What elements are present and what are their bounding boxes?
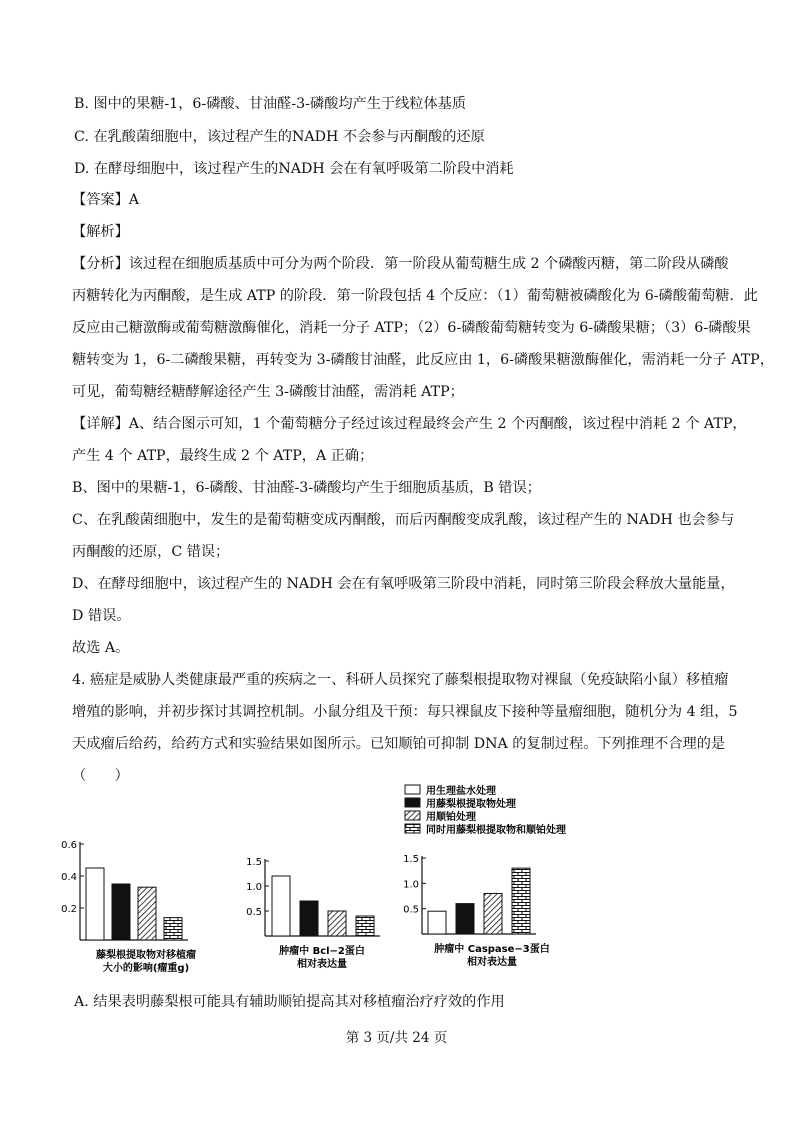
analysis-heading: 【解析】 <box>72 224 129 240</box>
y-tick-label: 0.4 <box>61 872 77 883</box>
detail-line: 产生 4 个 ATP，最终生成 2 个 ATP，A 正确； <box>72 448 374 464</box>
detail-line: D、在酵母细胞中，该过程产生的 NADH 会在有氧呼吸第三阶段中消耗，同时第三阶段会释放大量能量， <box>72 576 735 592</box>
detail-line: D 错误。 <box>72 608 131 624</box>
bar-3 <box>328 911 346 936</box>
chart-title: 相对表达量 <box>467 957 517 968</box>
y-tick-label: 0.2 <box>61 904 77 915</box>
analysis-line: 反应由己糖激酶或葡萄糖激酶催化，消耗一分子 ATP；（2）6-磷酸葡萄糖转变为 6-磷酸果糖；（3）6-磷酸果 <box>72 320 751 336</box>
bar-4 <box>512 868 530 934</box>
bar-1 <box>272 876 290 936</box>
detail-line: C、在乳酸菌细胞中，发生的是葡萄糖变成丙酮酸，而后丙酮酸变成乳酸，该过程产生的 NADH 也会参与 <box>72 512 735 528</box>
detail-line: 故选 A。 <box>72 640 130 656</box>
tumor-weight-chart <box>61 840 196 974</box>
chart-title: 大小的影响(瘤重g) <box>102 963 190 974</box>
caspase3-expression-chart <box>403 854 550 968</box>
chart-title: 肿瘤中 Bcl−2蛋白 <box>279 946 365 957</box>
bar-3 <box>138 887 156 940</box>
y-tick-label: 0.5 <box>246 907 262 918</box>
question-4-line: 天成瘤后给药，给药方式和实验结果如图所示。已知顺铂可抑制 DNA 的复制过程。下列推理不合理的是 <box>72 736 726 752</box>
legend-label: 用顺铂处理 <box>426 812 476 823</box>
question-4-line: （ ） <box>72 768 129 784</box>
y-tick-label: 1.5 <box>403 854 419 865</box>
y-tick-label: 1.0 <box>403 879 419 891</box>
legend-swatch-saline <box>405 785 420 794</box>
y-tick-label: 0.6 <box>61 840 77 851</box>
analysis-line: 丙糖转化为丙酮酸，是生成 ATP 的阶段．第一阶段包括 4 个反应：（1）葡萄糖被磷酸化为 6-磷酸葡萄糖．此 <box>72 288 758 304</box>
bar-2 <box>300 901 318 936</box>
legend-label: 同时用藤梨根提取物和顺铂处理 <box>426 825 566 836</box>
legend-label: 用藤梨根提取物处理 <box>426 799 516 810</box>
analysis-line: 可见，葡萄糖经糖酵解途径产生 3-磷酸甘油醛，需消耗 ATP； <box>72 384 464 400</box>
legend-swatch-extract <box>405 798 420 807</box>
bar-1 <box>86 868 104 940</box>
detail-line: 【详解】A、结合图示可知，1 个葡萄糖分子经过该过程最终会产生 2 个丙酮酸，该过程中消耗 2 个 ATP， <box>72 416 747 432</box>
option-c: C. 在乳酸菌细胞中，该过程产生的NADH 不会参与丙酮酸的还原 <box>74 129 485 145</box>
bar-4 <box>164 918 182 940</box>
page-footer: 第 3 页/共 24 页 <box>345 1030 448 1046</box>
analysis-line: 糖转变为 1，6-二磷酸果糖，再转变为 3-磷酸甘油醛，此反应由 1，6-磷酸果糖激酶催化，需消耗一分子 ATP， <box>72 352 774 368</box>
bar-4 <box>356 916 374 936</box>
chart-legend <box>405 784 567 836</box>
legend-swatch-combined <box>405 824 420 833</box>
chart-title: 肿瘤中 Caspase−3蛋白 <box>434 944 550 955</box>
chart-title: 藤梨根提取物对移植瘤 <box>96 950 196 961</box>
option-d: D. 在酵母细胞中，该过程产生的NADH 会在有氧呼吸第二阶段中消耗 <box>74 161 514 177</box>
bar-2 <box>112 884 130 940</box>
option-a: A. 结果表明藤梨根可能具有辅助顺铂提高其对移植瘤治疗疗效的作用 <box>74 994 505 1010</box>
option-b: B. 图中的果糖-1，6-磷酸、甘油醛-3-磷酸均产生于线粒体基质 <box>74 96 467 112</box>
bar-3 <box>484 893 502 934</box>
bar-1 <box>428 911 446 934</box>
answer-line: 【答案】A <box>72 192 139 208</box>
y-tick-label: 1.0 <box>246 882 262 893</box>
analysis-line: 【分析】该过程在细胞质基质中可分为两个阶段．第一阶段从葡萄糖生成 2 个磷酸丙糖，第二阶段从磷酸 <box>72 256 729 272</box>
question-4-line: 4. 癌症是威胁人类健康最严重的疾病之一、科研人员探究了藤梨根提取物对裸鼠（免疫缺陷小鼠）移植瘤 <box>72 672 729 688</box>
detail-line: B、图中的果糖-1，6-磷酸、甘油醛-3-磷酸均产生于细胞质基质，B 错误； <box>72 480 541 496</box>
question-4-line: 增殖的影响，并初步探讨其调控机制。小鼠分组及干预：每只裸鼠皮下接种等量瘤细胞，随机分为 4 组，5 <box>72 704 738 720</box>
detail-line: 丙酮酸的还原，C 错误； <box>72 544 230 560</box>
legend-swatch-cisplatin <box>405 811 420 820</box>
legend-label: 用生理盐水处理 <box>426 786 496 797</box>
y-tick-label: 0.5 <box>403 904 419 916</box>
bar-2 <box>456 904 474 934</box>
y-tick-label: 1.5 <box>246 857 262 868</box>
chart-title: 相对表达量 <box>297 959 347 970</box>
question-4-figure <box>60 776 640 980</box>
bcl2-expression-chart <box>246 857 380 970</box>
